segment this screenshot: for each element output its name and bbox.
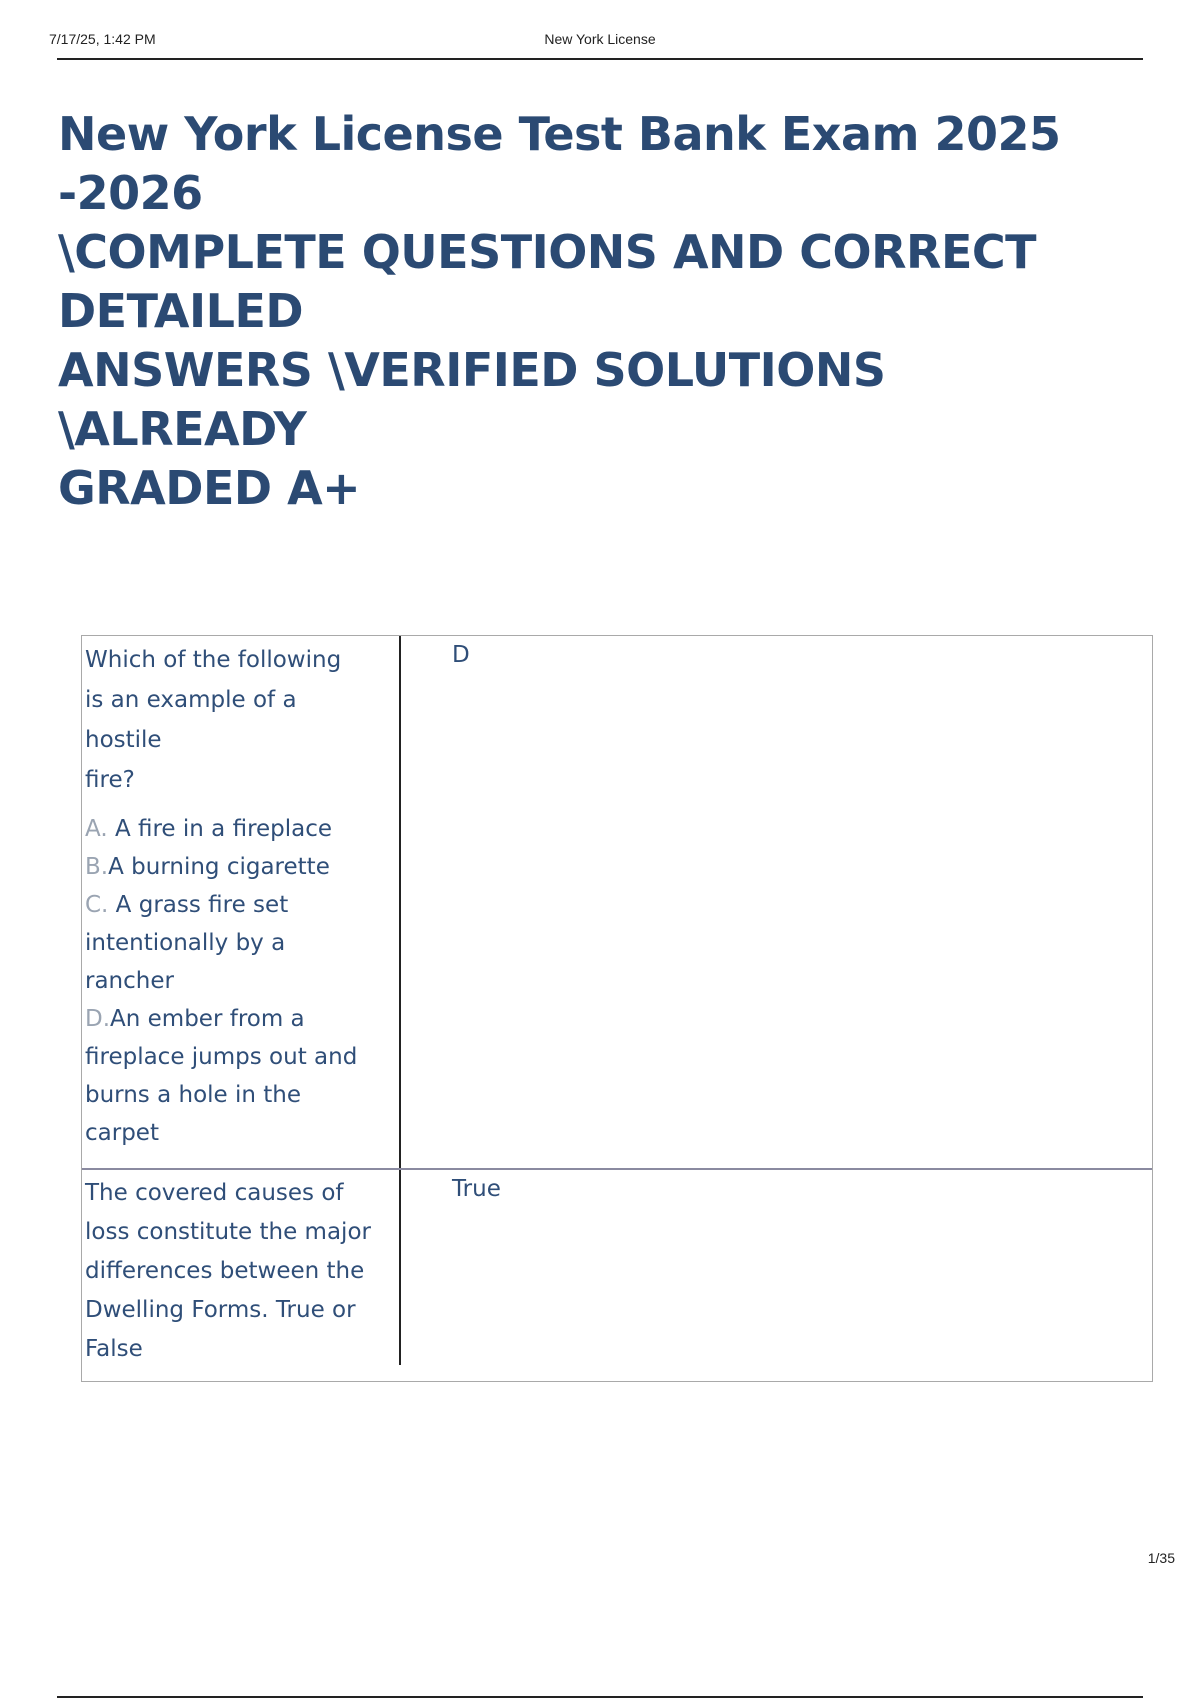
option-a: [85, 810, 399, 848]
option-letter: B.: [85, 854, 109, 880]
print-date: 7/17/25, 1:42 PM: [49, 31, 156, 47]
answer-options: [85, 810, 399, 1152]
document-title-line: \COMPLETE QUESTIONS AND CORRECT DETAILED: [58, 225, 1037, 338]
option-letter: D.: [85, 1006, 111, 1032]
document-title-line: ANSWERS \VERIFIED SOLUTIONS \ALREADY: [58, 343, 886, 456]
question-line: The covered causes of: [85, 1180, 344, 1206]
option-c: [85, 886, 399, 1000]
footer-rule: [57, 1696, 1143, 1698]
question-cell: [85, 636, 401, 1168]
question-line: False: [85, 1336, 143, 1362]
option-line: rancher: [85, 968, 174, 994]
option-text: An ember from a: [110, 1006, 305, 1032]
question-line: hostile: [85, 727, 162, 753]
option-line: carpet: [85, 1120, 159, 1146]
qa-row: [82, 1170, 1152, 1382]
option-line: [85, 848, 399, 886]
question-line: Dwelling Forms. True or: [85, 1297, 356, 1323]
option-text: A grass fire set: [108, 892, 289, 918]
option-line: [85, 886, 399, 924]
question-line: Which of the following: [85, 647, 342, 673]
question-line: differences between the: [85, 1258, 365, 1284]
qa-table: [81, 635, 1153, 1382]
option-text: A burning cigarette: [108, 854, 330, 880]
option-d: [85, 1000, 399, 1152]
print-title: New York License: [544, 31, 656, 47]
option-letter: A.: [85, 816, 108, 842]
option-letter: C.: [85, 892, 109, 918]
page-number: 1/35: [1147, 1550, 1175, 1566]
question-line: is an example of a: [85, 687, 297, 713]
document-title-line: GRADED A+: [58, 461, 361, 515]
option-line: [85, 810, 399, 848]
question-cell: [85, 1170, 401, 1365]
option-line: [85, 1000, 399, 1038]
option-line: intentionally by a: [85, 930, 286, 956]
document-title: [58, 105, 1138, 518]
answer-cell: D: [452, 642, 470, 668]
option-line: burns a hole in the: [85, 1082, 302, 1108]
answer-cell: True: [452, 1176, 501, 1202]
option-line: fireplace jumps out and: [85, 1044, 358, 1070]
document-title-line: New York License Test Bank Exam 2025 -2026: [58, 107, 1061, 220]
question-line: fire?: [85, 767, 135, 793]
print-header: [49, 28, 1143, 60]
option-text: A fire in a fireplace: [107, 816, 333, 842]
question-line: loss constitute the major: [85, 1219, 371, 1245]
option-b: [85, 848, 399, 886]
qa-row: [82, 636, 1152, 1170]
